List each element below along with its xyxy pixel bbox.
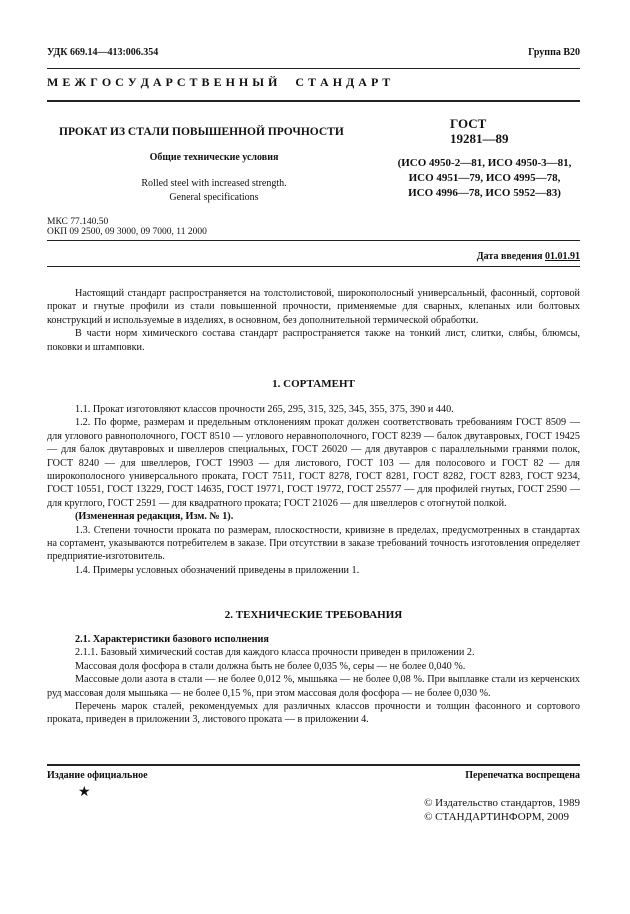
copyright-line-2: © СТАНДАРТИНФОРМ, 2009 [424, 811, 570, 823]
gost-block [450, 116, 570, 146]
iso-references [382, 156, 587, 201]
gost-label: ГОСТ [450, 116, 487, 131]
section-1-heading: 1. СОРТАМЕНТ [272, 378, 355, 390]
interstate-standard-heading: М Е Ж Г О С У Д А Р С Т В Е Н Н Ы Й С Т А Н Д А Р Т [47, 75, 391, 89]
copyright-line-1: © Издательство стандартов, 1989 [424, 797, 580, 809]
paragraph-1-2: 1.2. По форме, размерам и предельным отклонениям прокат должен соответствовать требованиям ГОСТ 8509 — для углового равнополочного, ГОСТ 8510 — углового неравнополочного, ГОСТ 8239 — балок двутавровых, ГОСТ 19425 — для балок двутавровых и швеллеров специальных, ГОСТ 26020 — для двутавров с параллельными гранями полок, ГОСТ 8240 — для швеллеров, ГОСТ 19903 — для листового, ГОСТ 103 — для полосового и ГОСТ 82 — для широкополосного универсального проката, ГОСТ 7511, ГОСТ 8278, ГОСТ 8281, ГОСТ 8282, ГОСТ 8283, ГОСТ 9234, ГОСТ 10551, ГОСТ 13229, ГОСТ 14635, ГОСТ 19771, ГОСТ 19772, ГОСТ 25577 — для профилей гнутых, ГОСТ 2590 — для круглого, ГОСТ 2591 — для квадратного проката; ГОСТ 21026 — для швеллеров с отогнутой полкой. [47, 417, 580, 509]
star-icon: ★ [78, 785, 91, 800]
intro-section [47, 287, 580, 354]
intro-paragraph: Настоящий стандарт распространяется на толстолистовой, широкополосный универсальный, фасонный, сортовой прокат и гнутые профили из стали повышенной прочности, применяемые для сварных, клепаных или болтовых конструкций и используемые в изделиях, в основном, без дополнительной термической обработки. [47, 288, 580, 326]
iso-line-2: ИСО 4951—79, ИСО 4995—78, [408, 172, 561, 184]
subsection-2-1-heading: 2.1. Характеристики базового исполнения [75, 634, 269, 645]
udk-code: УДК 669.14—413:006.354 [47, 47, 159, 58]
iso-line-1: (ИСО 4950-2—81, ИСО 4950-3—81, [397, 157, 572, 169]
official-edition: Издание официальное [47, 770, 148, 781]
section-2-body [47, 633, 580, 727]
date-rule [47, 266, 580, 267]
top-rule [47, 68, 580, 69]
okp-code: ОКП 09 2500, 09 3000, 09 7000, 11 2000 [47, 227, 207, 237]
english-title-line-1: Rolled steel with increased strength. [141, 178, 287, 189]
paragraph-1-4: 1.4. Примеры условных обозначений приведены в приложении 1. [75, 564, 360, 576]
mid-rule [47, 240, 580, 241]
introduction-date [477, 251, 580, 262]
group-code: Группа В20 [528, 47, 580, 58]
mks-code: МКС 77.140.50 [47, 217, 109, 227]
english-title-line-2: General specifications [169, 192, 259, 203]
revision-note: (Измененная редакция, Изм. № 1). [75, 511, 234, 523]
paragraph-nitrogen: Массовые доли азота в стали — не более 0,012 %, мышьяка — не более 0,08 %. При выплавке стали из керченских руд массовая доля мышьяка — не более 0,15 %, при этом массовая доля фосфора — не более 0,030 %. [47, 674, 580, 699]
paragraph-phosphorus: Массовая доля фосфора в стали должна быть не более 0,035 %, серы — не более 0,040 %. [75, 660, 466, 672]
iso-line-3: ИСО 4996—78, ИСО 5952—83) [408, 187, 561, 199]
section-1-body [47, 403, 580, 577]
date-label: Дата введения [476, 251, 543, 262]
gost-number: 19281—89 [450, 131, 509, 146]
date-value: 01.01.91 [545, 251, 580, 262]
paragraph-steel-grades: Перечень марок сталей, рекомендуемых для различных классов прочности и толщин фасонного и сортового проката, приведен в приложении 3, листового проката — в приложении 4. [47, 701, 580, 726]
reprint-prohibited: Перепечатка воспрещена [465, 770, 580, 781]
paragraph-2-1-1: 2.1.1. Базовый химический состав для каждого класса прочности приведен в приложении 2. [75, 647, 475, 659]
document-title: ПРОКАТ ИЗ СТАЛИ ПОВЫШЕННОЙ ПРОЧНОСТИ [59, 126, 344, 138]
paragraph-1-3: 1.3. Степени точности проката по размерам, плоскостности, кривизне в пределах, предусмотренных в стандартах на сортамент, указываются потребителем в заказе. При отсутствии в заказе требований точность изготовления определяет предприятие-изготовитель. [47, 524, 580, 563]
heading-rule [47, 100, 580, 102]
footer-rule [47, 764, 580, 766]
copyright-block [424, 796, 580, 824]
intro-paragraph: В части норм химического состава стандарт распространяется также на тонкий лист, слитки, слябы, блюмсы, поковки и штамповки. [47, 328, 580, 353]
paragraph-1-1: 1.1. Прокат изготовляют классов прочности 265, 295, 315, 325, 345, 355, 375, 390 и 440. [75, 404, 454, 415]
document-subtitle: Общие технические условия [149, 152, 279, 163]
section-2-heading: 2. ТЕХНИЧЕСКИЕ ТРЕБОВАНИЯ [224, 609, 403, 621]
english-title [59, 177, 369, 205]
classification-codes [47, 217, 207, 237]
